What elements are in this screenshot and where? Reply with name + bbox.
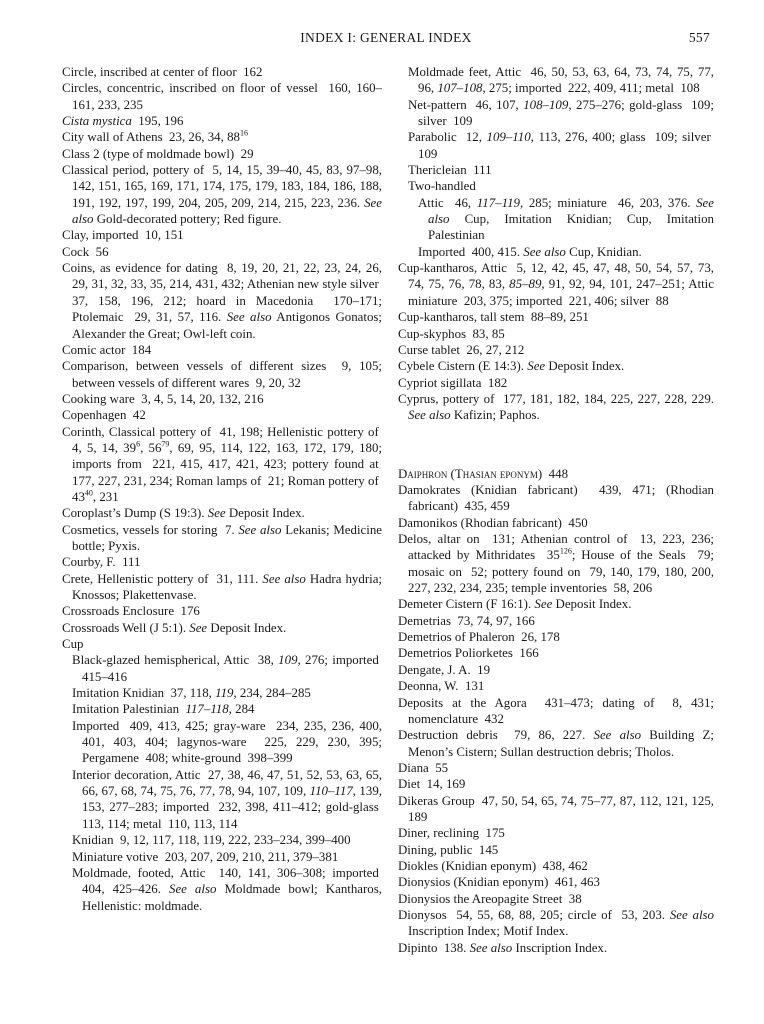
index-subentry: Miniature votive 203, 207, 209, 210, 211, 379–381 bbox=[72, 849, 339, 864]
running-header bbox=[62, 30, 710, 50]
index-subentry: Imitation Knidian 37, 118, 119, 234, 284–285 bbox=[72, 686, 311, 701]
index-entry: Deposits at the Agora 431–473; dating of 8, 431; nomenclature 432 bbox=[398, 695, 714, 726]
index-entry: Cosmetics, vessels for storing 7. See also Lekanis; Medicine bottle; Pyxis. bbox=[62, 522, 382, 553]
page-title: INDEX I: GENERAL INDEX bbox=[300, 30, 472, 45]
index-entry: Diana 55 bbox=[398, 760, 449, 775]
index-subentry: Attic 46, 117–119, 285; miniature 46, 203, 376. See also Cup, Imitation Knidian; Cup, Imitation Palestinian bbox=[418, 195, 714, 243]
index-entry: Diokles (Knidian eponym) 438, 462 bbox=[398, 858, 588, 873]
index-entry: Demeter Cistern (F 16:1). See Deposit Index. bbox=[398, 597, 632, 612]
index-entry: Delos, altar on 131; Athenian control of 13, 223, 236; attacked by Mithridates $35^{126}$; House of the Seals 79; mosaic on 52; pottery found on 79, 140, 179, 180, 200, 227, 232, 234, 235; temple inventories 58, 206 bbox=[398, 532, 714, 596]
index-entry: Demetrios Poliorketes 166 bbox=[398, 646, 539, 661]
index-entry: Cup bbox=[62, 637, 84, 652]
index-entry: Cybele Cistern (E 14:3). See Deposit Index. bbox=[398, 359, 625, 374]
index-entry: Cup-kantharos, tall stem 88–89, 251 bbox=[398, 310, 589, 325]
index-subentry: Parabolic 12, 109–110, 113, 276, 400; glass 109; silver 109 bbox=[408, 130, 714, 161]
index-entry: Cock 56 bbox=[62, 244, 109, 259]
index-entry: Coins, as evidence for dating 8, 19, 20, 21, 22, 23, 24, 26, 29, 31, 32, 33, 35, 214, 431, 432; Athenian new style silver 37, 158, 196, 212; hoard in Macedonia 170–171; Ptolemaic 29, 31, 57, 116. See also Antigonos Gonatos; Alexander the Great; Owl-left coin. bbox=[62, 261, 383, 341]
index-entry: Destruction debris 79, 86, 227. See also Building Z; Menon’s Cistern; Sullan destruction debris; Tholos. bbox=[398, 728, 714, 759]
index-entry: Cypriot sigillata 182 bbox=[398, 375, 508, 390]
index-entry: Dionysos 54, 55, 68, 88, 205; circle of 53, 203. See also Inscription Index; Motif Index. bbox=[398, 907, 714, 939]
index-entry: Classical period, pottery of 5, 14, 15, 39–40, 45, 83, 97–98, 142, 151, 165, 169, 171, 174, 175, 179, 183, 184, 186, 188, 191, 192, 197, 199, 204, 205, 209, 214, 215, 223, 236. See also Gold-decorated pottery; Red figure. bbox=[62, 163, 382, 227]
index-entry: Diet 14, 169 bbox=[398, 777, 466, 792]
index-entry: Class 2 (type of moldmade bowl) 29 bbox=[62, 146, 254, 161]
index-subentry: Thericleian 111 bbox=[408, 163, 492, 178]
index-entry: Cup-skyphos 83, 85 bbox=[398, 326, 505, 341]
index-entry: Cista mystica 195, 196 bbox=[62, 114, 184, 129]
index-entry: Courby, F. 111 bbox=[62, 555, 141, 570]
letter-gap bbox=[398, 436, 714, 452]
index-entry: Demetrios of Phaleron 26, 178 bbox=[398, 630, 560, 645]
index-entry: Diner, reclining 175 bbox=[398, 826, 505, 841]
index-entry: Cooking ware 3, 4, 5, 14, 20, 132, 216 bbox=[62, 391, 264, 406]
index-entry: Dionysios the Areopagite Street 38 bbox=[398, 891, 582, 906]
index-entry: Crossroads Well (J 5:1). See Deposit Index. bbox=[62, 620, 287, 635]
index-column-right bbox=[398, 64, 714, 956]
index-entry: Curse tablet 26, 27, 212 bbox=[398, 342, 525, 357]
index-entry: City wall of Athens 23, 26, 34, $88^{16}$ bbox=[62, 129, 248, 145]
index-subentry: Moldmade feet, Attic 46, 50, 53, 63, 64, 73, 74, 75, 77, 96, 107–108, 275; imported 222, 409, 411; metal 108 bbox=[408, 65, 714, 96]
index-entry: Crete, Hellenistic pottery of 31, 111. See also Hadra hydria; Knossos; Plakettenvase. bbox=[62, 571, 382, 602]
index-entry: Comparison, between vessels of different sizes 9, 105; between vessels of different wares 9, 20, 32 bbox=[62, 359, 382, 390]
index-subentry: Imitation Palestinian 117–118, 284 bbox=[72, 702, 255, 717]
index-entry: Dipinto 138. See also Inscription Index. bbox=[398, 940, 608, 955]
index-entry: Damokrates (Knidian fabricant) 439, 471; (Rhodian fabricant) 435, 459 bbox=[398, 483, 714, 514]
index-column-left bbox=[62, 64, 382, 914]
index-subentry: Black-glazed hemispherical, Attic 38, 109, 276; imported 415–416 bbox=[72, 653, 383, 684]
index-entry: Cyprus, pottery of 177, 181, 182, 184, 225, 227, 228, 229. See also Kafizin; Paphos. bbox=[398, 391, 714, 423]
index-entry: Deonna, W. 131 bbox=[398, 679, 485, 694]
index-subentry: Moldmade, footed, Attic 140, 141, 306–308; imported 404, 425–426. See also Moldmade bowl; Kantharos, Hellenistic: moldmade. bbox=[72, 865, 382, 913]
index-entry: Clay, imported 10, 151 bbox=[62, 228, 184, 243]
index-entry: Dikeras Group 47, 50, 54, 65, 74, 75–77, 87, 112, 121, 125, 189 bbox=[398, 793, 714, 824]
index-entry: Circle, inscribed at center of floor 162 bbox=[62, 65, 263, 79]
index-subentry: Interior decoration, Attic 27, 38, 46, 47, 51, 52, 53, 63, 65, 66, 67, 68, 74, 75, 76, 77, 78, 94, 107, 109, 110–117, 139, 153, 277–283; imported 232, 398, 411–412; gold-glass 113, 114; metal 110, 113, 114 bbox=[72, 767, 382, 831]
index-entry: Damonikos (Rhodian fabricant) 450 bbox=[398, 515, 588, 530]
index-entry: Daiphron (Thasian eponym) 448 bbox=[398, 466, 569, 481]
index-subentry: Net-pattern 46, 107, 108–109, 275–276; gold-glass 109; silver 109 bbox=[408, 97, 714, 129]
index-entry: Corinth, Classical pottery of 41, 198; Hellenistic pottery of 4, 5, 14, $39^6$, $56^{79}$, 69, 95, 114, 122, 163, 172, 179, 180; imports from 221, 415, 417, 421, 423; pottery found at 177, 227, 231, 234; Roman lamps of 21; Roman pottery of $43^{40}$, 231 bbox=[62, 424, 382, 504]
index-entry: Demetrias 73, 74, 97, 166 bbox=[398, 613, 535, 628]
index-entry: Comic actor 184 bbox=[62, 342, 152, 357]
page-number: 557 bbox=[688, 30, 710, 45]
index-entry: Dengate, J. A. 19 bbox=[398, 662, 491, 677]
index-entry: Copenhagen 42 bbox=[62, 408, 146, 423]
index-entry: Circles, concentric, inscribed on floor of vessel 160, 160–161, 233, 235 bbox=[62, 81, 382, 112]
index-entry: Dionysios (Knidian eponym) 461, 463 bbox=[398, 875, 600, 890]
index-entry: Cup-kantharos, Attic 5, 12, 42, 45, 47, 48, 50, 54, 57, 73, 74, 75, 76, 78, 83, 85–89, 91, 92, 94, 101, 247–251; Attic miniature 203, 375; imported 221, 406; silver 88 bbox=[398, 261, 714, 308]
index-entry: Crossroads Enclosure 176 bbox=[62, 604, 200, 619]
index-entry: Coroplast’s Dump (S 19:3). See Deposit Index. bbox=[62, 506, 305, 521]
index-subentry: Imported 409, 413, 425; gray-ware 234, 235, 236, 400, 401, 403, 404; lagynos-ware 225, 229, 230, 395; Pergamene 408; white-ground 398–399 bbox=[72, 718, 382, 766]
index-subentry: Knidian 9, 12, 117, 118, 119, 222, 233–234, 399–400 bbox=[72, 833, 351, 848]
index-subentry: Imported 400, 415. See also Cup, Knidian. bbox=[418, 244, 642, 259]
index-entry: Dining, public 145 bbox=[398, 842, 499, 857]
index-subentry: Two-handled bbox=[408, 179, 476, 194]
